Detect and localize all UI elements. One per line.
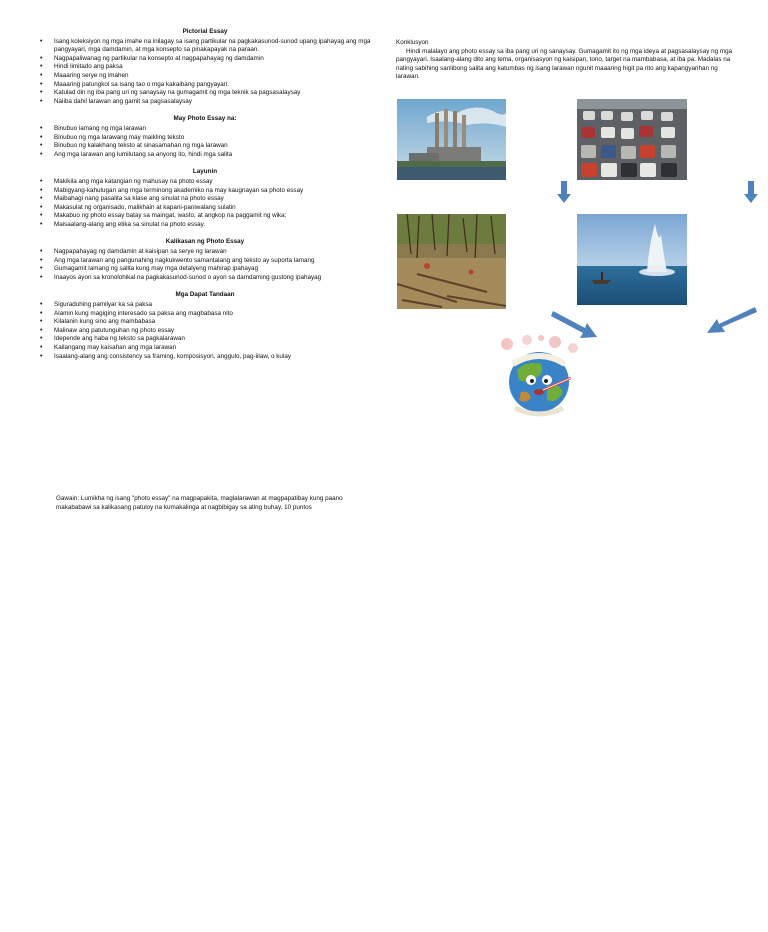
list-item: • Ang mga larawan ang lumilutang sa anyong ito, hindi mga salita [38, 151, 372, 160]
section-kalikasan [38, 238, 372, 282]
list-item: • Nagpapaliwanag ng partikular na konsepto at nagpapahayag ng damdamin [38, 55, 372, 64]
list-item: • Isang koleksiyon ng mga imahe na inilagay sa isang partikular na pagkakasunod-sunod upang ipahayag ang mga pangyayari, mga damdamin, at mga konsepto sa pinakapayak na paraan. [38, 38, 372, 55]
factory-smokestacks-photo [397, 99, 506, 180]
section-mga-dapat-tandaan [38, 291, 372, 361]
bullet-list [38, 38, 372, 107]
traffic-jam-photo [577, 99, 687, 180]
list-item: • Kailangang may kaisahan ang mga larawan [38, 344, 372, 353]
list-item: • Maisaalang-alang ang etika sa sinulat na photo essay. [38, 221, 372, 230]
bullet-list [38, 248, 372, 282]
down-arrow-icon [557, 181, 571, 203]
list-item: • Isaalang-alang ang consistency sa framing, komposisyon, anggulo, pag-iilaw, o kulay [38, 353, 372, 362]
section-may-photo-essay [38, 115, 372, 159]
list-item: • Katulad din ng iba pang uri ng sanaysay na gumagamit ng mga teknik sa pagsasalaysay [38, 89, 372, 98]
list-item: • Inaayos ayon sa kronolohikal na pagkakasunod-sunod o ayon sa damdaming gustong ipahayag [38, 274, 372, 283]
list-item: • Kilalanin kung sino ang mambabasa [38, 318, 372, 327]
list-item: • Maibahagi nang pasalita sa klase ang sinulat na photo essay [38, 195, 372, 204]
list-item: • Naiiba dahil larawan ang gamit sa pagsasalaysay [38, 98, 372, 107]
gawain-activity-text: Gawain: Lumikha ng isang "photo essay" na magpapakita, maglalarawan at magpapatibay kung paano makababawi sa kalikasang patuloy na kumakalinga at nagbibigay sa ating buhay. 10 puntos [56, 495, 343, 511]
deforestation-photo [397, 214, 506, 309]
list-item: • Nagpapahayag ng damdamin at kaisipan sa serye ng larawan [38, 248, 372, 257]
diagonal-arrow-icon [707, 306, 757, 334]
list-item: • Ang mga larawan ang pangunahing nagkukwento samantalang ang teksto ay suporta lamang [38, 257, 372, 266]
conclusion-body: Hindi malalayo ang photo essay sa iba pang uri ng sanaysay. Gumagamit ito ng mga ideya at pagsasalaysay ng mga pangyayari. Isaalang-alang dito ang tema, organisasyon ng kaisipan, tono, target na mambabasa, at iba pa. Madalas na nating sabihing sanlibong salita ang katumbas ng isang larawan ngunit maaaring higit pa rito ang kapangyarihan ng larawan. [396, 47, 733, 81]
list-item: • Hindi limitado ang paksa [38, 63, 372, 72]
sick-earth-cartoon [497, 334, 581, 424]
list-item: • Alamin kung magiging interesado sa paksa ang magbabasa nito [38, 310, 372, 319]
list-item: • Mabigyang-kahulugan ang mga terminong akademiko na may kaugnayan sa photo essay [38, 187, 372, 196]
list-item: • Binubuo lamang ng mga larawan [38, 125, 372, 134]
section-title: Layunin [192, 168, 218, 176]
list-item: • Siguraduhing pamilyar ka sa paksa [38, 301, 372, 310]
section-pictorial-essay [38, 28, 372, 106]
list-item: • Gumagamit lamang ng salita kung may mga detalyeng mahirap ipahayag [38, 265, 372, 274]
conclusion-block [396, 39, 741, 82]
list-item: • Maaaring serye ng imahen [38, 72, 372, 81]
section-title: Pictorial Essay [182, 28, 228, 35]
left-column [38, 28, 372, 370]
section-title: Mga Dapat Tandaan [175, 291, 235, 299]
list-item: • Maaaring patungkol sa isang tao o mga kakaibang pangyayari. [38, 81, 372, 90]
conclusion-title: Konklusyon [396, 39, 429, 46]
list-item: • Binubuo ng kalakhang teksto at sinasamahan ng mga larawan [38, 142, 372, 151]
list-item: • Makabuo ng photo essay batay sa maingat, wasto, at angkop na paggamit ng wika; [38, 212, 372, 221]
section-title: Kalikasan ng Photo Essay [165, 238, 245, 246]
bullet-list [38, 125, 372, 159]
section-title: May Photo Essay na: [173, 115, 237, 123]
down-arrow-icon [744, 181, 758, 203]
bullet-list [38, 178, 372, 230]
list-item: • Makikila ang mga katangian ng mahusay na photo essay [38, 178, 372, 187]
section-layunin [38, 168, 372, 229]
list-item: • Idepende ang haba ng teksto sa pagkalarawan [38, 335, 372, 344]
list-item: • Malinaw ang patutunguhan ng photo essay [38, 327, 372, 336]
water-explosion-photo [577, 214, 687, 305]
list-item: • Binubuo ng mga larawang may maikling teksto [38, 134, 372, 143]
bullet-list [38, 301, 372, 361]
list-item: • Makasulat ng organisado, malikhain at kapani-paniwalang sulatin [38, 204, 372, 213]
